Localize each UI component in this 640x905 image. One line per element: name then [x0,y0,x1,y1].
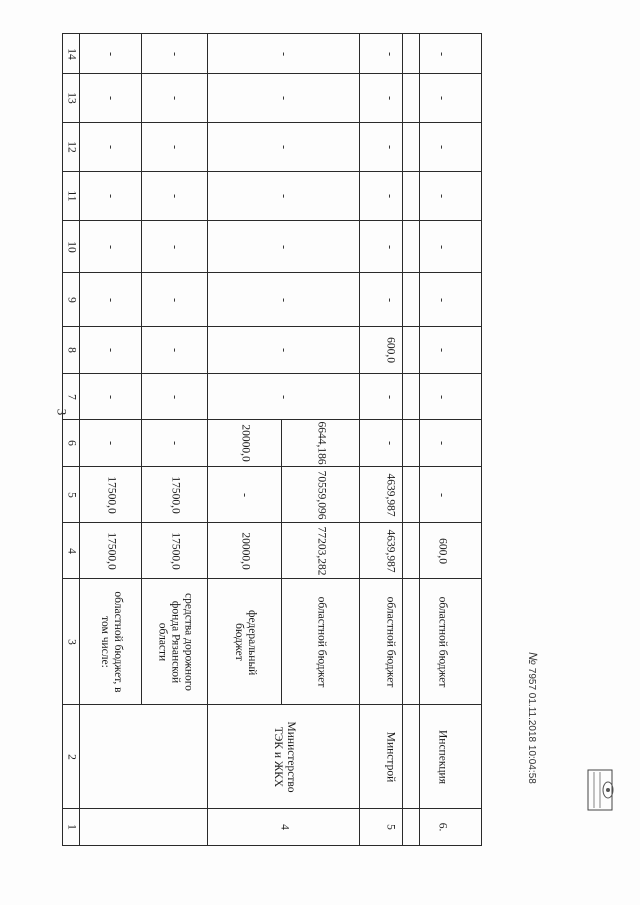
header-number: 12 [65,141,78,153]
cell-value: - [383,96,397,100]
organization-label: Министерство ТЭК и ЖКХ [271,721,297,792]
cell-value: 600,0 [384,337,396,363]
cell-value: 17500,0 [105,475,117,514]
cell-value: 17500,0 [105,531,117,570]
table-row-col-2 [63,705,420,809]
cell-value: 600,0 [436,537,449,564]
cell-value: - [277,394,291,399]
cell-value: - [277,297,291,302]
cell-value: 6644,186 [315,421,327,465]
cell-value: - [383,441,397,445]
registration-stamp [526,652,540,784]
number-sign: № [526,652,540,665]
cell-value: - [277,348,291,352]
cell-value: - [168,51,182,56]
organization-label: Инспекция [436,729,449,784]
cell-value: - [238,492,252,497]
header-number: 1 [65,824,78,830]
cell-value: - [104,394,118,399]
cell-value: - [435,348,450,352]
cell-value: - [104,297,118,302]
table-row-col-4 [63,523,420,579]
cell-value: - [435,297,450,302]
header-number: 11 [65,190,78,202]
cell-value: - [104,348,118,352]
header-number: 8 [65,347,78,353]
cell-value: - [435,145,450,149]
cell-value: - [104,51,118,56]
cell-value: - [383,297,397,302]
cell-value: - [168,394,182,399]
header-number: 3 [65,638,78,645]
table-row-col-5 [63,467,420,523]
budget-source-label: областной бюджет, в том числе: [98,590,124,693]
cell-value: 4639,987 [384,472,396,517]
cell-value: - [104,96,118,100]
cell-value: 17500,0 [169,475,181,514]
cell-value: - [277,51,291,56]
cell-value: - [435,194,450,198]
header-number: 4 [65,547,78,554]
cell-value: - [435,394,450,399]
cell-value: - [168,297,182,302]
table-row-col-10 [63,221,420,273]
cell-value: - [277,244,291,249]
table-row-col-12 [63,123,420,172]
cell-value: - [104,244,118,249]
cell-value: 70559,096 [315,470,327,519]
budget-table-last-column [402,33,482,846]
header-number: 9 [65,296,78,303]
row-number: 4 [278,824,290,830]
cell-value: 20000,0 [239,531,251,570]
cell-value: - [435,51,450,56]
cell-value: - [168,441,182,445]
cell-value: - [168,348,182,352]
cell-value: - [435,244,450,249]
table-row-col-11 [63,172,420,221]
header-number: 6 [65,440,78,446]
cell-value: - [435,492,450,497]
cell-value: 20000,0 [239,424,251,462]
cell-value: - [104,194,118,198]
cell-value: - [277,145,291,149]
row-number: 6. [436,822,449,832]
header-number: 2 [65,753,78,760]
budget-table [62,33,420,846]
cell-value: - [383,51,397,56]
budget-source-label: областной бюджет [384,596,396,687]
budget-source-label: областной бюджет [436,596,449,687]
header-number: 13 [65,92,78,104]
cell-value: - [168,96,182,100]
cell-value: - [168,244,182,249]
page-number: 3 [54,408,70,416]
table-row-col-7 [63,374,420,420]
cell-value: 17500,0 [169,531,181,570]
coat-of-arms-icon [586,768,616,812]
budget-source-label: федеральный бюджет [232,609,258,675]
cell-value: - [435,96,450,100]
cell-value: - [383,394,397,399]
table-row-col-1 [63,809,420,846]
cell-value: - [383,145,397,149]
header-number: 7 [65,393,78,400]
cell-value: - [104,145,118,149]
table-row-col-14 [63,34,420,74]
cell-value: - [383,194,397,198]
cell-value: - [435,441,450,445]
budget-source-label: средства дорожного фонда Рязанской области [156,592,194,691]
cell-value: - [168,145,182,149]
cell-value: - [383,244,397,249]
row-number: 5 [384,824,396,830]
table-row-col-6 [63,420,420,467]
cell-value: - [277,194,291,198]
registration-text: 7957 01.11.2018 10:04:58 [526,667,537,784]
organization-label: Минстрой [384,731,396,782]
cell-value: 4639,987 [384,528,396,573]
cell-value: 77203,282 [315,526,327,575]
budget-source-label: областной бюджет [315,596,327,687]
cell-value: - [104,441,118,445]
table-row-col-9 [63,273,420,327]
cell-value: - [168,194,182,198]
header-number: 14 [65,47,78,60]
header-number: 5 [65,491,78,498]
table-row-col-3 [63,579,420,705]
cell-value: - [277,96,291,100]
table-row-col-8 [63,327,420,374]
header-number: 10 [65,240,78,253]
table-row-col-13 [63,74,420,123]
